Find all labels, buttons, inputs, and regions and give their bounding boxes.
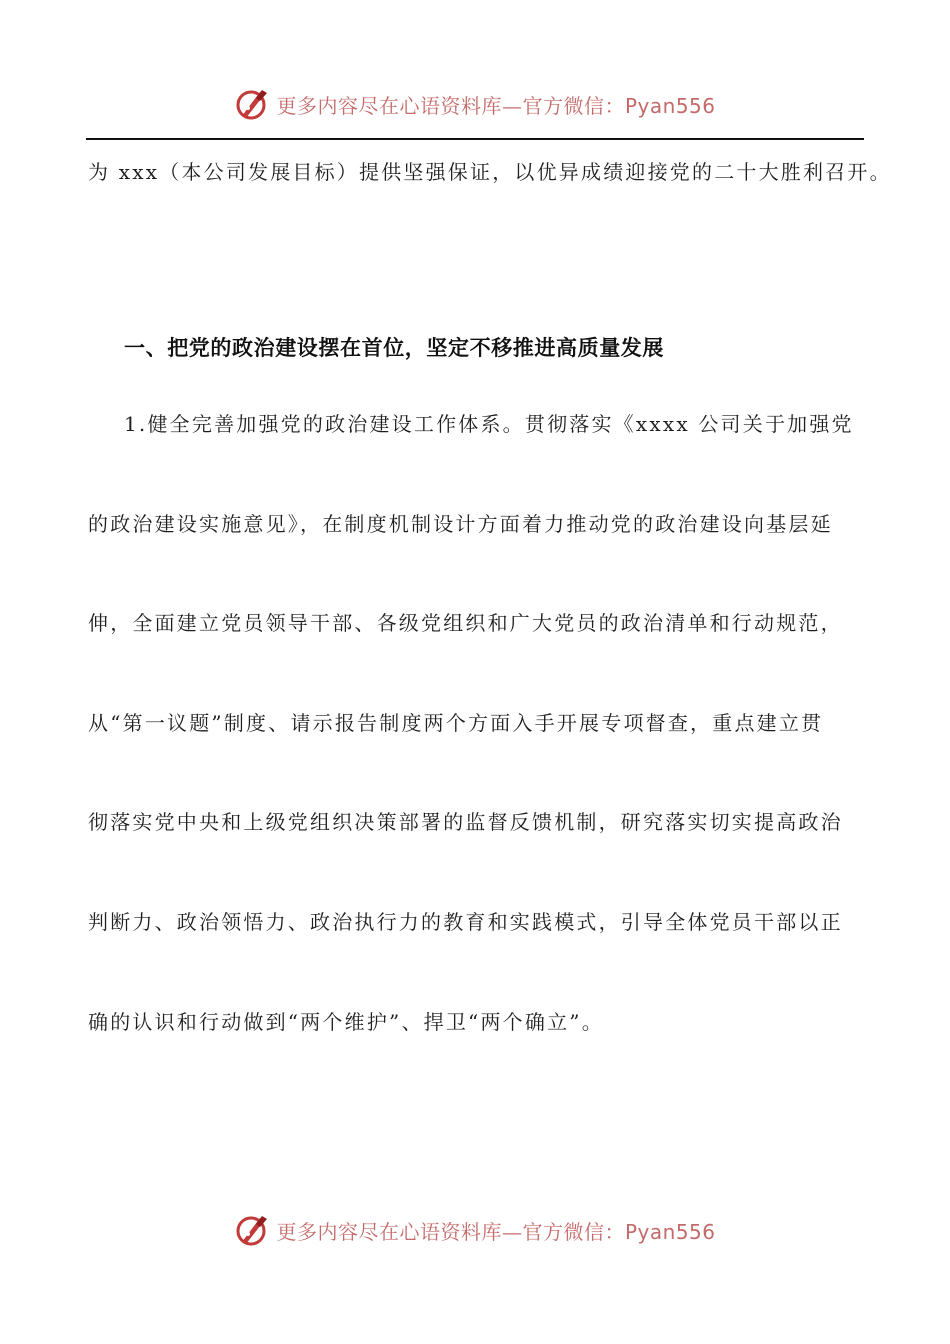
paragraph-line-4: 从“第一议题”制度、请示报告制度两个方面入手开展专项督查，重点建立贯 bbox=[88, 711, 824, 735]
paragraph-line-3: 伸，全面建立党员领导干部、各级党组织和广大党员的政治清单和行动规范， bbox=[88, 611, 843, 635]
paragraph-line-7: 确的认识和行动做到“两个维护”、捍卫“两个确立”。 bbox=[88, 1010, 604, 1034]
footer-wechat-id: Pyan556 bbox=[624, 1219, 716, 1244]
paragraph-line-2: 的政治建设实施意见》，在制度机制设计方面着力推动党的政治建设向基层延 bbox=[88, 512, 833, 536]
header-divider bbox=[86, 138, 864, 140]
section-heading: 一、把党的政治建设摆在首位，坚定不移推进高质量发展 bbox=[124, 336, 664, 360]
footer-banner-text bbox=[276, 1216, 715, 1245]
footer-banner-label: 更多内容尽在心语资料库—官方微信： bbox=[276, 1219, 625, 1244]
header-banner bbox=[0, 82, 950, 126]
intro-line: 为 xxx（本公司发展目标）提供坚强保证，以优异成绩迎接党的二十大胜利召开。 bbox=[88, 160, 892, 184]
quill-logo-icon bbox=[234, 86, 270, 122]
header-wechat-id: Pyan556 bbox=[624, 93, 716, 118]
header-banner-label: 更多内容尽在心语资料库—官方微信： bbox=[276, 93, 625, 118]
header-banner-text bbox=[276, 90, 715, 119]
paragraph-line-6: 判断力、政治领悟力、政治执行力的教育和实践模式，引导全体党员干部以正 bbox=[88, 910, 843, 934]
paragraph-line-5: 彻落实党中央和上级党组织决策部署的监督反馈机制，研究落实切实提高政治 bbox=[88, 810, 843, 834]
footer-banner bbox=[0, 1208, 950, 1252]
paragraph-line-1: 1.健全完善加强党的政治建设工作体系。贯彻落实《xxxx 公司关于加强党 bbox=[124, 412, 854, 436]
quill-logo-icon bbox=[234, 1212, 270, 1248]
